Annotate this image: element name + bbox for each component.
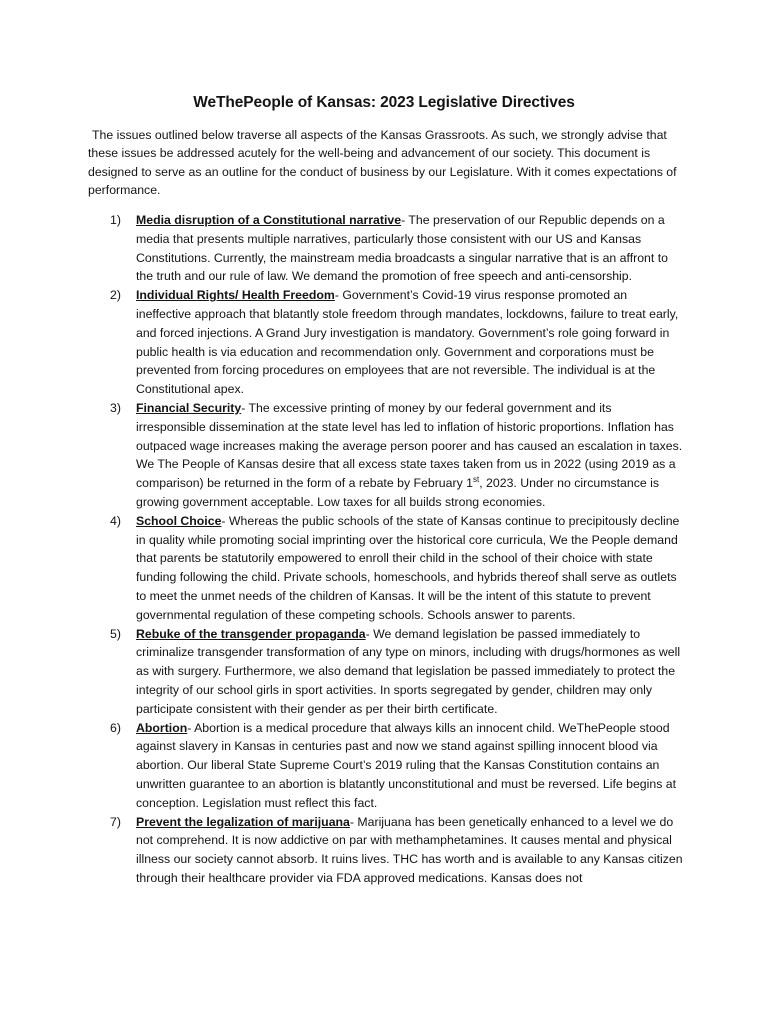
- directive-text: - Government’s Covid-19 virus response promoted an ineffective approach that blatantly stole freedom through mandates, lockdowns, failure to treat early, and forced injections. A Grand Jury investigation is mandatory. Government’s role going forward in public health is via education and recommendation only. Government and corporations must be prevented from forcing procedures on employees that are not reversible. The individual is at the Constitutional apex.: [136, 288, 679, 397]
- directive-heading: Rebuke of the transgender propaganda: [136, 626, 366, 641]
- directive-text: - We demand legislation be passed immediately to criminalize transgender transformation of any type on minors, including with drugs/hormones as well as with surgery. Furthermore, we also demand that legislation be passed immediately to protect the integrity of our school girls in sport activities. In sports segregated by gender, children may only participate consistent with their gender as per their birth certificate.: [136, 626, 681, 716]
- directive-number: 7): [110, 814, 121, 829]
- document-title: WeThePeople of Kansas: 2023 Legislative Directives: [193, 94, 575, 111]
- directive-heading: Financial Security: [136, 400, 242, 415]
- intro-paragraph: The issues outlined below traverse all aspects of the Kansas Grassroots. As such, we strongly advise that these issues be addressed acutely for the well-being and advancement of our society. This document is designed to serve as an outline for the conduct of business by our Legislature. With it comes expectations of performance.: [88, 128, 677, 197]
- directive-number: 1): [110, 213, 121, 227]
- directive-text: - The excessive printing of money by our federal government and its irresponsible dissemination at the state level has led to inflation of historic proportions. Inflation has outpaced wage increases making the average person poorer and has caused an escalation in taxes. We The People of Kansas desire that all excess state taxes taken from us in 2022 (using 2019 as a comparison) be returned in the form of a rebate by February 1: [136, 400, 683, 491]
- directive-item: [88, 211, 684, 286]
- directive-number: 5): [110, 626, 121, 641]
- directive-number: 2): [110, 288, 121, 303]
- directive-item: [88, 719, 684, 813]
- directive-text: - Marijuana has been genetically enhanced to a level we do not comprehend. It is now addictive on par with methamphetamines. It causes mental and physical illness our society cannot absorb. It ruins lives. THC has worth and is available to any Kansas citizen through their healthcare provider via FDA approved medications. Kansas does not: [136, 814, 683, 885]
- directive-item: [88, 399, 684, 512]
- ordinal-suffix: st: [472, 475, 480, 485]
- directive-text: - Abortion is a medical procedure that always kills an innocent child. WeThePeople stood against slavery in Kansas in centuries past and now we stand against spilling innocent blood via abortion. Our liberal State Supreme Court’s 2019 ruling that the Kansas Constitution contains an unwritten guarantee to an abortion is blatantly unconstitutional and must be reversed. Life begins at conception. Legislation must reflect this fact.: [136, 720, 677, 810]
- directive-item: [88, 512, 684, 625]
- directive-heading: Prevent the legalization of marijuana: [136, 814, 350, 829]
- directive-number: 4): [110, 513, 121, 528]
- directive-number: 3): [110, 400, 121, 415]
- directive-number: 6): [110, 720, 121, 735]
- directive-heading: Abortion: [136, 720, 188, 735]
- directive-heading: Media disruption of a Constitutional narrative: [136, 213, 402, 227]
- directives-list: [88, 211, 684, 888]
- directive-heading: Individual Rights/ Health Freedom: [136, 288, 335, 303]
- directive-text: - Whereas the public schools of the state of Kansas continue to precipitously decline in quality while promoting social imprinting over the historical core curricula, We the People demand that parents be statutorily empowered to enroll their child in the school of their choice with state funding following the child. Private schools, homeschools, and hybrids thereof shall serve as outlets to meet the unmet needs of the children of Kansas. It will be the intent of this statute to prevent governmental regulation of these competing schools. Schools answer to parents.: [136, 513, 680, 622]
- directive-text-continued: , 2023. Under no circumstance is growing government acceptable. Low taxes for all builds strong economies.: [136, 476, 659, 509]
- directive-heading: School Choice: [136, 513, 222, 528]
- directive-item: [88, 625, 684, 719]
- directive-item: [88, 813, 684, 888]
- directive-item: [88, 286, 684, 399]
- directive-text: - The preservation of our Republic depends on a media that presents multiple narratives, particularly those consistent with our US and Kansas Constitutions. Currently, the mainstream media broadcasts a singular narrative that is an affront to the truth and our rule of law. We demand the promotion of free speech and anti-censorship.: [136, 213, 668, 284]
